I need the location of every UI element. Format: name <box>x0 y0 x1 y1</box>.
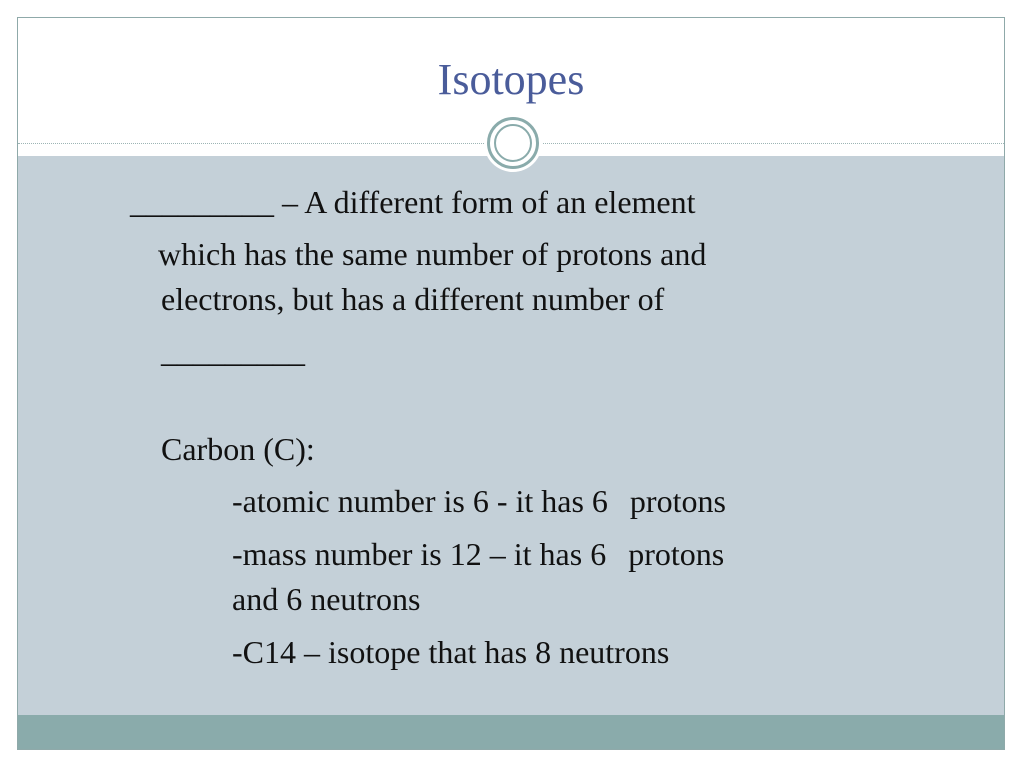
definition-blank-answer: _________ <box>161 333 305 369</box>
definition-blank-term: _________ <box>130 184 274 220</box>
example-item-atomic-number-text: -atomic number is 6 - it has 6 <box>232 483 608 519</box>
slide-title: Isotopes <box>437 55 585 104</box>
definition-intro: – A different form of an element <box>274 184 696 220</box>
slide-frame <box>17 17 1005 750</box>
example-item-mass-number <box>232 532 724 577</box>
example-item-mass-number-tail: protons <box>628 536 725 572</box>
definition-line-3: electrons, but has a different number of <box>161 281 665 317</box>
example-item-mass-number-continued: and 6 neutrons <box>232 581 421 617</box>
footer-bar <box>18 715 1004 749</box>
definition-line-2: which has the same number of protons and <box>158 236 707 272</box>
example-heading: Carbon (C): <box>161 431 315 467</box>
example-item-atomic-number <box>232 479 726 524</box>
divider-inner-circle-icon <box>494 124 532 162</box>
example-item-atomic-number-tail: protons <box>629 483 726 519</box>
example-item-mass-number-text: -mass number is 12 – it has 6 <box>232 536 607 572</box>
example-item-c14: -C14 – isotope that has 8 neutrons <box>232 634 670 670</box>
definition-line-1 <box>130 180 696 225</box>
